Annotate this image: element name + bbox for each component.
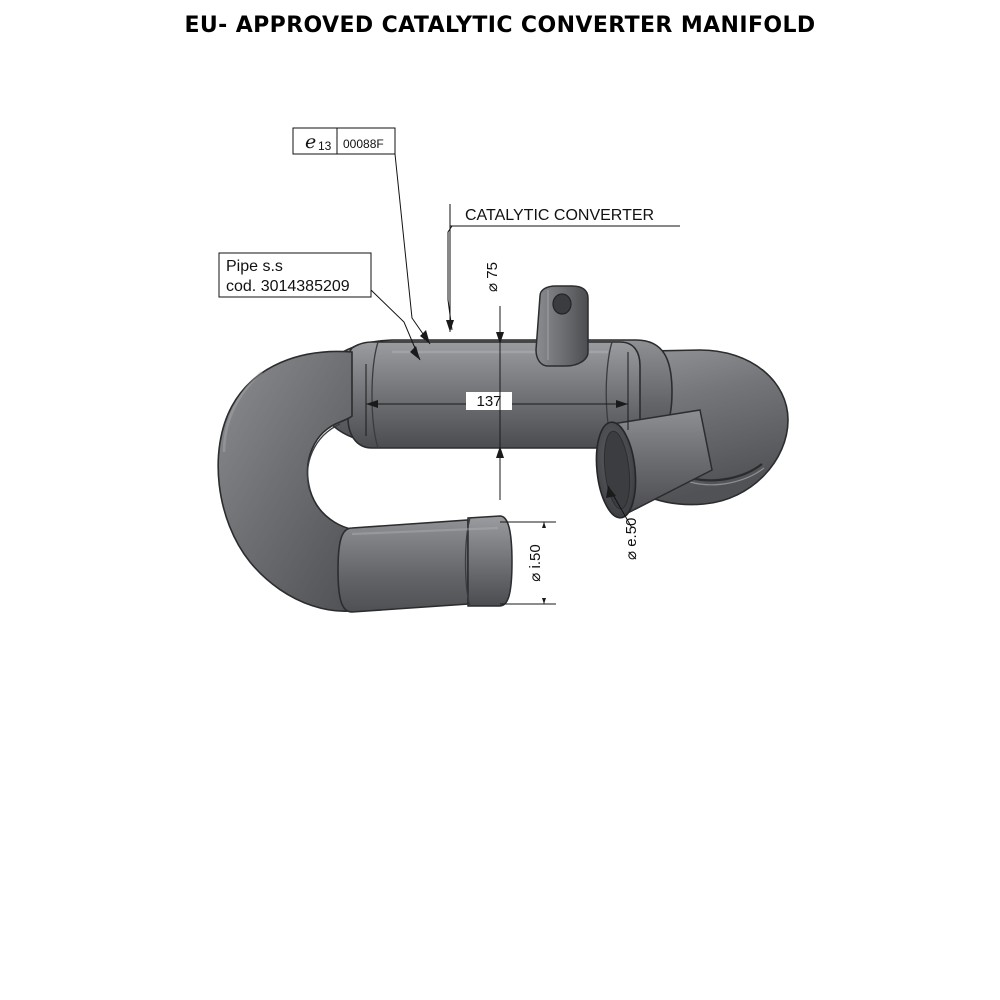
homologation-label xyxy=(293,128,430,344)
inlet-pipe xyxy=(338,516,512,612)
homologation-e-letter: e xyxy=(305,131,317,153)
catalytic-converter-label-text: CATALYTIC CONVERTER xyxy=(465,207,655,224)
dimension-value-137: 137 xyxy=(476,393,502,410)
dimension-value-i50: ⌀ i.50 xyxy=(527,544,544,582)
pipe-label-line1: Pipe s.s xyxy=(226,258,283,275)
pipe-label-line2: cod. 3014385209 xyxy=(226,278,350,295)
homologation-approval-code: 00088F xyxy=(343,137,384,151)
dimension-value-75: ⌀ 75 xyxy=(484,262,501,292)
dimension-value-e50: ⌀ e.50 xyxy=(623,517,640,560)
homologation-e-number: 13 xyxy=(318,139,332,153)
page-title: EU- APPROVED CATALYTIC CONVERTER MANIFOLD xyxy=(184,13,816,38)
mounting-bracket xyxy=(536,286,588,366)
part-catalytic-converter-manifold xyxy=(218,286,788,612)
